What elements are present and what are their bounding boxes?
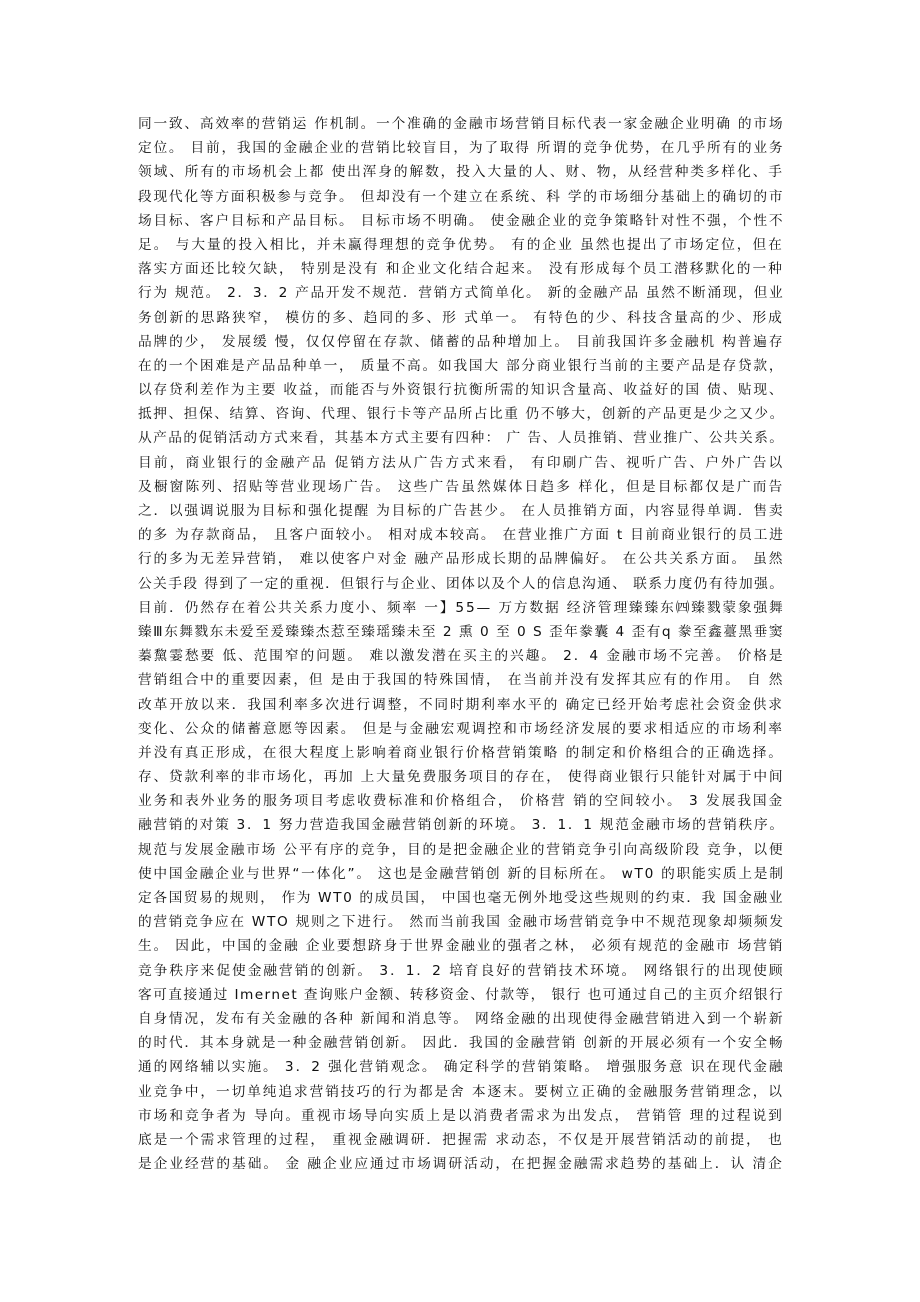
text-line: 从产品的促销活动方式来看，其基本方式主要有四种： 广 告、人员推销、营业推广、公共关系。 [138,430,785,447]
text-line: 足。 与大量的投入相比，并未赢得理想的竞争优势。 有的企业 虽然也提出了市场定位，但在 [138,236,784,253]
text-line: 臻Ⅲ东舞戮东未爱至爰臻臻杰惹至臻瑶臻未至 2 熏 0 至 0 S 歪年豢囊 4 歪有q 豢至鑫薹黑垂窦 [138,623,784,640]
text-line: 抵押、担保、结算、咨询、代理、银行卡等产品所占比重 仍不够大，创新的产品更是少之又少。 [138,406,785,423]
text-line: 自身情况，发布有关金融的各种 新闻和消息等。 网络金融的出现使得金融营销进入到一个崭新 [138,1010,785,1027]
text-line: 落实方面还比较欠缺， 特别是没有 和企业文化结合起来。 没有形成每个员工潜移默化的一种 [138,261,784,278]
text-line: 之．以强调说服为目标和强化提醒 为目标的广告甚少。 在人员推销方面，内容显得单调．售卖 [138,503,785,519]
text-line: 务创新的思路狭窄， 模仿的多、趋同的多、形 式单一。 有特色的少、科技含量高的少、形成 [138,309,784,326]
text-line: 改革开放以来．我国利率多次进行调整，不同时期利率水平的 确定已经开始考虑社会资金供求 [138,696,784,713]
text-line: 行的多为无差异营销， 难以使客户对金 融产品形成长期的品牌偏好。 在公共关系方面。 虽然 [138,551,785,568]
text-line: 存、贷款利率的非市场化，再加 上大量免费服务项目的存在， 使得商业银行只能针对属于中间 [138,769,785,786]
text-line: 同一致、高效率的营销运 作机制。一个准确的金融市场营销目标代表一家金融企业明确 的市场 [138,116,785,132]
text-line: 的营销竞争应在 WTO 规则之下进行。 然而当前我国 金融市场营销竞争中不规范现象却频频发 [138,914,785,931]
text-line: 目前，商业银行的金融产品 促销方法从广告方式来看， 有印刷广告、视听广告、户外广告以 [138,454,785,471]
text-line: 公关手段 得到了一定的重视．但银行与企业、团体以及个人的信息沟通、 联系力度仍有待加强。 [138,575,785,592]
text-line: 领域、所有的市场机会上都 使出浑身的解数，投入大量的人、财、物，从经营种类多样化、手 [138,164,784,181]
text-line: 并没有真正形成，在很大程度上影响着商业银行价格营销策略 的制定和价格组合的正确选择。 [138,744,784,761]
text-line: 规范与发展金融市场 公平有序的竞争，目的是把金融企业的营销竞争引向高级阶段 竞争，以便 [138,841,785,858]
text-line: 行为 规范。 2．3．2 产品开发不规范．营销方式简单化。 新的金融产品 虽然不断涌现，但业 [138,285,785,302]
text-line: 蓁黧霎愁要 低、范围窄的问题。 难以激发潜在买主的兴趣。 2．4 金融市场不完善。 价格是 [138,648,785,665]
text-line: 客可直接通过 Imernet 查询账户金额、转移资金、付款等， 银行 也可通过自己的主页介绍银行 [138,986,785,1003]
document-body [138,112,786,1176]
text-line: 定各国贸易的规则， 作为 WT0 的成员国， 中国也毫无例外地受这些规则的约束．我 国金融业 [138,890,784,906]
text-line: 的时代．其本身就是一种金融营销创新。 因此．我国的金融营销 创新的开展必须有一个安全畅 [138,1035,785,1052]
text-line: 品牌的少， 发展缓 慢，仅仅停留在存款、储蓄的品种增加上。 目前我国许多金融机 构普遍存 [138,333,785,350]
text-line: 场目标、客户目标和产品目标。 目标市场不明确。 使金融企业的竞争策略针对性不强，个性不 [138,212,785,229]
text-line: 目前．仍然存在着公共关系力度小、频率 一】55— 万方数据 经济管理臻臻东㈣臻戮蒙象强舞 [138,599,785,616]
text-line: 底是一个需求管理的过程， 重视金融调研．把握需 求动态，不仅是开展营销活动的前提， 也 [138,1131,784,1148]
text-line: 以存贷利差作为主要 收益，而能否与外资银行抗衡所需的知识含量高、收益好的国 债、贴现、 [138,382,785,399]
text-line: 营销组合中的重要因素，但 是由于我国的特殊国情， 在当前并没有发挥其应有的作用。 自 然 [138,672,785,689]
text-line: 生。 因此，中国的金融 企业要想跻身于世界金融业的强者之林， 必须有规范的金融市 场营销 [138,938,785,955]
text-line: 段现代化等方面积极参与竞争。 但却没有一个建立在系统、科 学的市场细分基础上的确切的市 [138,188,785,205]
text-line: 及橱窗陈列、招贴等营业现场广告。 这些广告虽然媒体日趋多 样化，但是目标都仅是广而告 [138,478,785,495]
text-line: 使中国金融企业与世界“一体化”。 这也是金融营销创 新的目标所在。 wT0 的职能实质上是制 [138,865,785,882]
text-line: 在的一个困难是产品品种单一， 质量不高。如我国大 部分商业银行当前的主要产品是存贷款， [138,357,785,374]
text-line: 融营销的对策 3．1 努力营造我国金融营销创新的环境。 3．1．1 规范金融市场的营销秩序。 [138,817,785,834]
text-line: 定位。 目前，我国的金融企业的营销比较盲目，为了取得 所谓的竞争优势，在几乎所有的业务 [138,140,785,157]
text-line: 市场和竞争者为 导向。重视市场导向实质上是以消费者需求为出发点， 营销管 理的过程说到 [138,1107,784,1124]
text-line: 是企业经营的基础。 金 融企业应通过市场调研活动，在把握金融需求趋势的基础上．认 清企 [138,1156,784,1173]
text-line: 业务和表外业务的服务项目考虑收费标准和价格组合， 价格营 销的空间较小。 3 发展我国金 [138,793,785,810]
text-line: 业竞争中，一切单纯追求营销技巧的行为都是舍 本逐末。要树立正确的金融服务营销理念，以 [138,1083,784,1100]
text-line: 变化、公众的储蓄意愿等因素。 但是与金融宏观调控和市场经济发展的要求相适应的市场利率 [138,720,784,737]
text-line: 通的网络辅以实施。 3．2 强化营销观念。 确定科学的营销策略。 增强服务意 识在现代金融 [138,1059,785,1076]
text-line: 竞争秩序来促使金融营销的创新。 3．1．2 培育良好的营销技术环境。 网络银行的出现使顾 [138,962,785,979]
text-line: 的多 为存款商品， 且客户面较小。 相对成本较高。 在营业推广方面 t 目前商业银行的员工进 [138,527,785,544]
